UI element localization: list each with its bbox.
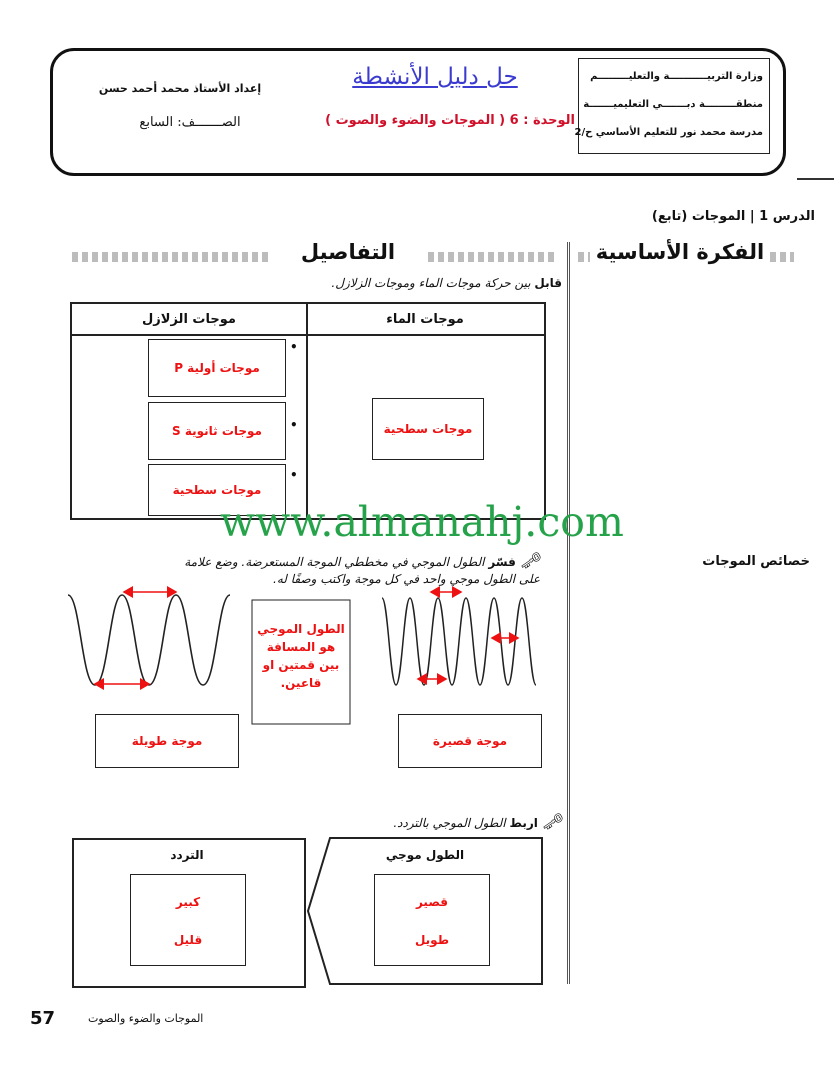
ministry-line: وزارة التربيـــــــــــة والتعليـــــــــم	[590, 71, 763, 82]
frequency-answers	[130, 874, 246, 966]
frequency-header: التردد	[170, 848, 204, 862]
key-icon: 🗝	[519, 551, 540, 570]
compare-text: بين حركة موجات الماء وموجات الزلازل.	[331, 276, 531, 290]
answer-short-wave: موجة قصيرة	[398, 714, 542, 768]
explain-verb: فسّر	[488, 555, 516, 569]
lesson-title: الدرس 1 | الموجات (تابع)	[651, 209, 815, 224]
definition-line: قاعين.	[280, 676, 322, 690]
unit-title: الوحدة : 6 ( الموجات والضوء والصوت )	[325, 113, 575, 128]
watermark: www.almanahj.com	[220, 498, 624, 546]
short-wave-curve	[382, 598, 536, 685]
main-idea-heading: الفكرة الأساسية	[595, 240, 765, 264]
relate-instruction	[300, 812, 562, 831]
footer-title: الموجات والضوء والصوت	[88, 1012, 204, 1025]
relate-verb: اربط	[509, 816, 538, 830]
explain-line-1: الطول الموجي في مخططي الموجة المستعرضة. وضع علامة	[184, 555, 485, 569]
bullet: •	[290, 340, 298, 354]
definition-line: هو المسافة	[266, 640, 336, 654]
answer-high: كبير	[175, 895, 201, 909]
answer-water-surface-waves: موجات سطحية	[372, 398, 484, 460]
answer-short: قصير	[415, 895, 449, 909]
compare-verb: قابل	[534, 276, 562, 290]
answer-primary-waves: موجات أولية P	[148, 339, 286, 397]
water-waves-header: موجات الماء	[386, 312, 464, 327]
wavelength-definition	[252, 600, 350, 724]
explain-line-2: على الطول موجي واحد في كل موجة واكتب وصفًا له.	[273, 572, 540, 586]
wavelength-answers	[374, 874, 490, 966]
long-wave-curve	[68, 595, 230, 685]
page-title: حل دليل الأنشطة	[352, 64, 518, 90]
bullet: •	[290, 468, 298, 482]
definition-line: بين قمتين او	[262, 658, 340, 672]
answer-surface-waves: موجات سطحية	[148, 464, 286, 516]
earthquake-waves-header: موجات الزلازل	[142, 312, 236, 327]
school-line: مدرسة محمد نور للتعليم الأساسي ح/2	[574, 127, 763, 138]
answer-long: طويل	[414, 933, 450, 947]
answer-low: قليل	[173, 933, 203, 947]
grade-line: الصـــــــف: السابع	[139, 115, 241, 130]
answer-long-wave: موجة طويلة	[95, 714, 239, 768]
key-icon: 🗝	[541, 812, 562, 831]
author-line: إعداد الأستاذ محمد أحمد حسن	[98, 82, 262, 95]
bullet: •	[290, 418, 298, 432]
answer-secondary-waves: موجات ثانوية S	[148, 402, 286, 460]
wave-properties-label: خصائص الموجات	[702, 554, 810, 569]
definition-line: الطول الموجي	[257, 622, 345, 636]
zone-line: منطقـــــــــة دبـــــــي التعليميـــــــة	[583, 99, 763, 110]
details-heading: التفاصيل	[300, 240, 396, 264]
wavelength-header: الطول موجي	[385, 848, 465, 862]
relate-text: الطول الموجي بالتردد.	[393, 816, 506, 830]
page-number: 57	[30, 1008, 56, 1029]
